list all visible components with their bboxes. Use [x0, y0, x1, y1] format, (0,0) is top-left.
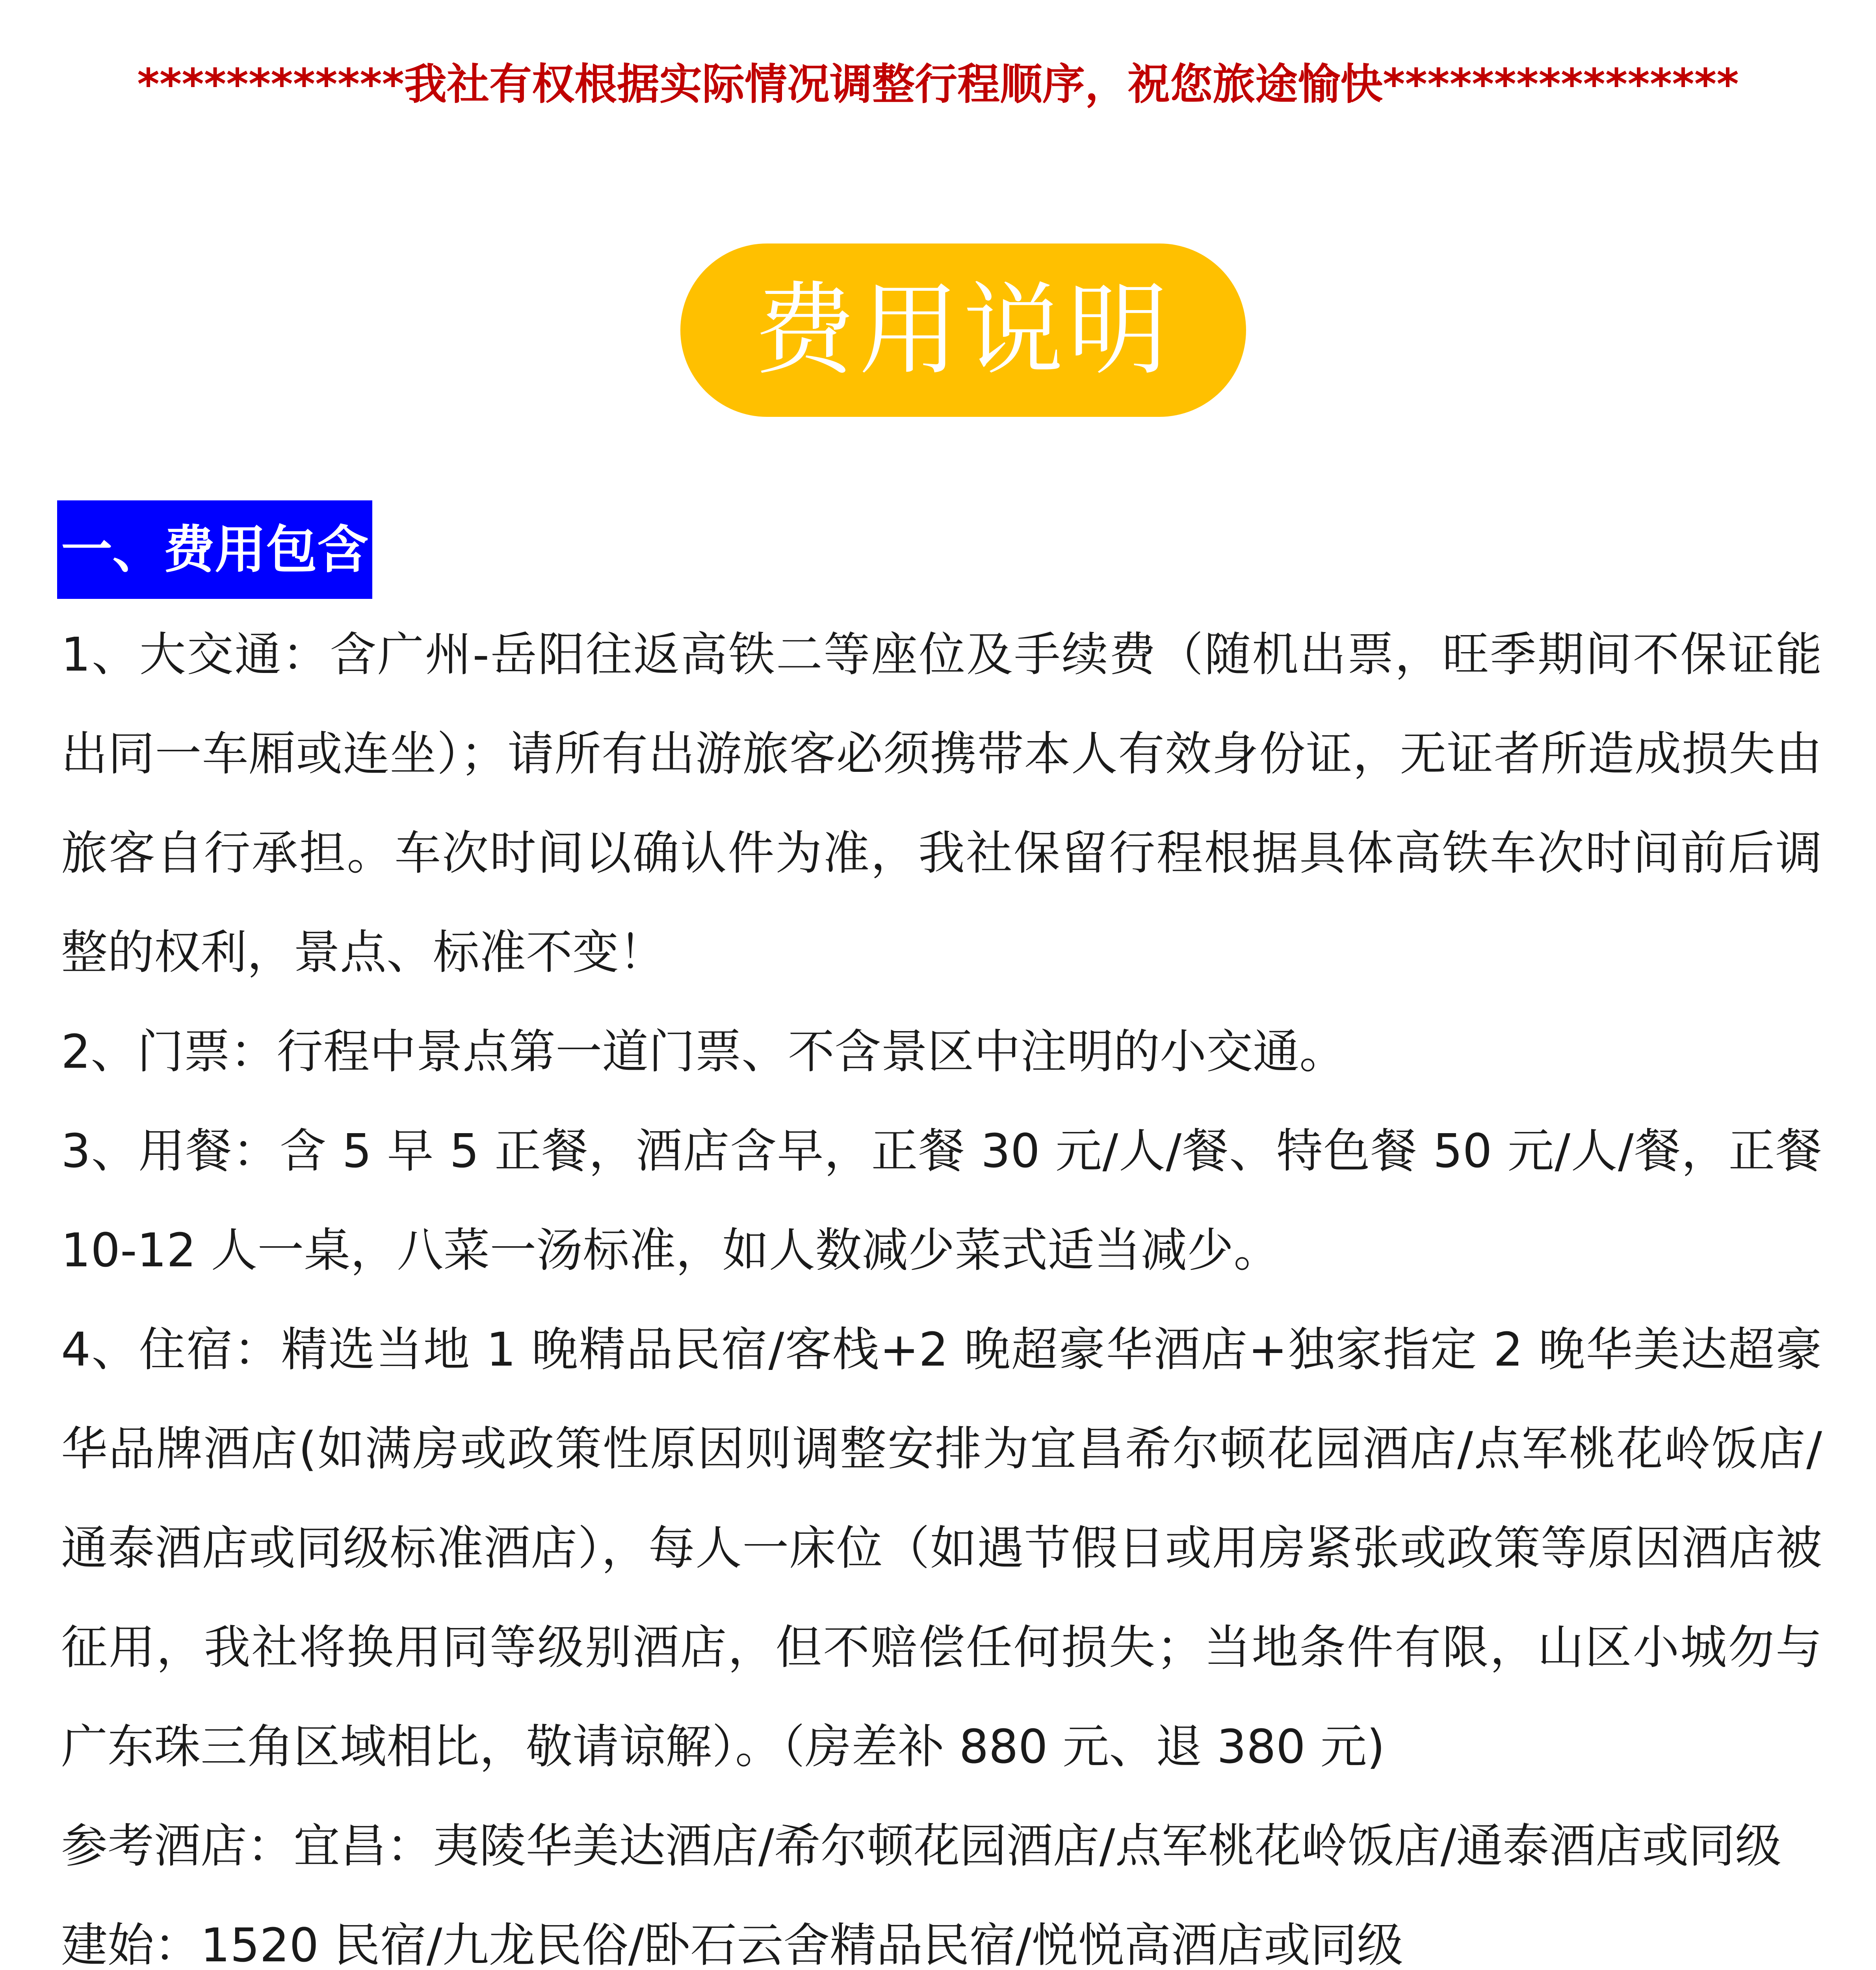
section-heading: 一、费用包含 — [57, 500, 372, 599]
item-tickets: 2、门票：行程中景点第一道门票、不含景区中注明的小交通。 — [61, 1024, 1346, 1079]
item-accommodation: 4、住宿：精选当地 1 晚精品民宿/客栈+2 晚超豪华酒店+独家指定 2 晚华美达超豪华品牌酒店(如满房或政策性原因则调整安排为宜昌希尔顿花园酒店/点军桃花岭饭店/通泰酒店或同级标准酒店），每人一床位（如遇节假日或用房紧张或政策等原因酒店被征用，我社将换用同等级别酒店，但不赔偿任何损失；当地条件有限，山区小城勿与广东珠三角区域相比，敬请谅解）。（房差补 880 元、退 380 元) — [61, 1322, 1822, 1774]
page-title: 费用说明 — [754, 271, 1172, 389]
item-hotels-jianshi: 建始：1520 民宿/九龙民俗/卧石云舍精品民宿/悦悦高酒店或同级 — [61, 1918, 1404, 1970]
content-body — [61, 605, 1822, 1970]
item-reference-hotels-yichang: 参考酒店：宜昌：夷陵华美达酒店/希尔顿花园酒店/点军桃花岭饭店/通泰酒店或同级 — [61, 1819, 1782, 1873]
item-transport: 1、大交通：含广州-岳阳往返高铁二等座位及手续费（随机出票，旺季期间不保证能出同一车厢或连坐）；请所有出游旅客必须携带本人有效身份证，无证者所造成损失由旅客自行承担。车次时间以确认件为准，我社保留行程根据具体高铁车次时间前后调整的权利，景点、标准不变！ — [61, 627, 1822, 979]
notice-banner: ************我社有权根据实际情况调整行程顺序，祝您旅途愉快**************** — [137, 60, 1739, 109]
item-meals: 3、用餐：含 5 早 5 正餐，酒店含早，正餐 30 元/人/餐、特色餐 50 元/人/餐，正餐 10-12 人一桌，八菜一汤标准，如人数减少菜式适当减少。 — [61, 1124, 1822, 1277]
title-badge — [680, 243, 1246, 417]
